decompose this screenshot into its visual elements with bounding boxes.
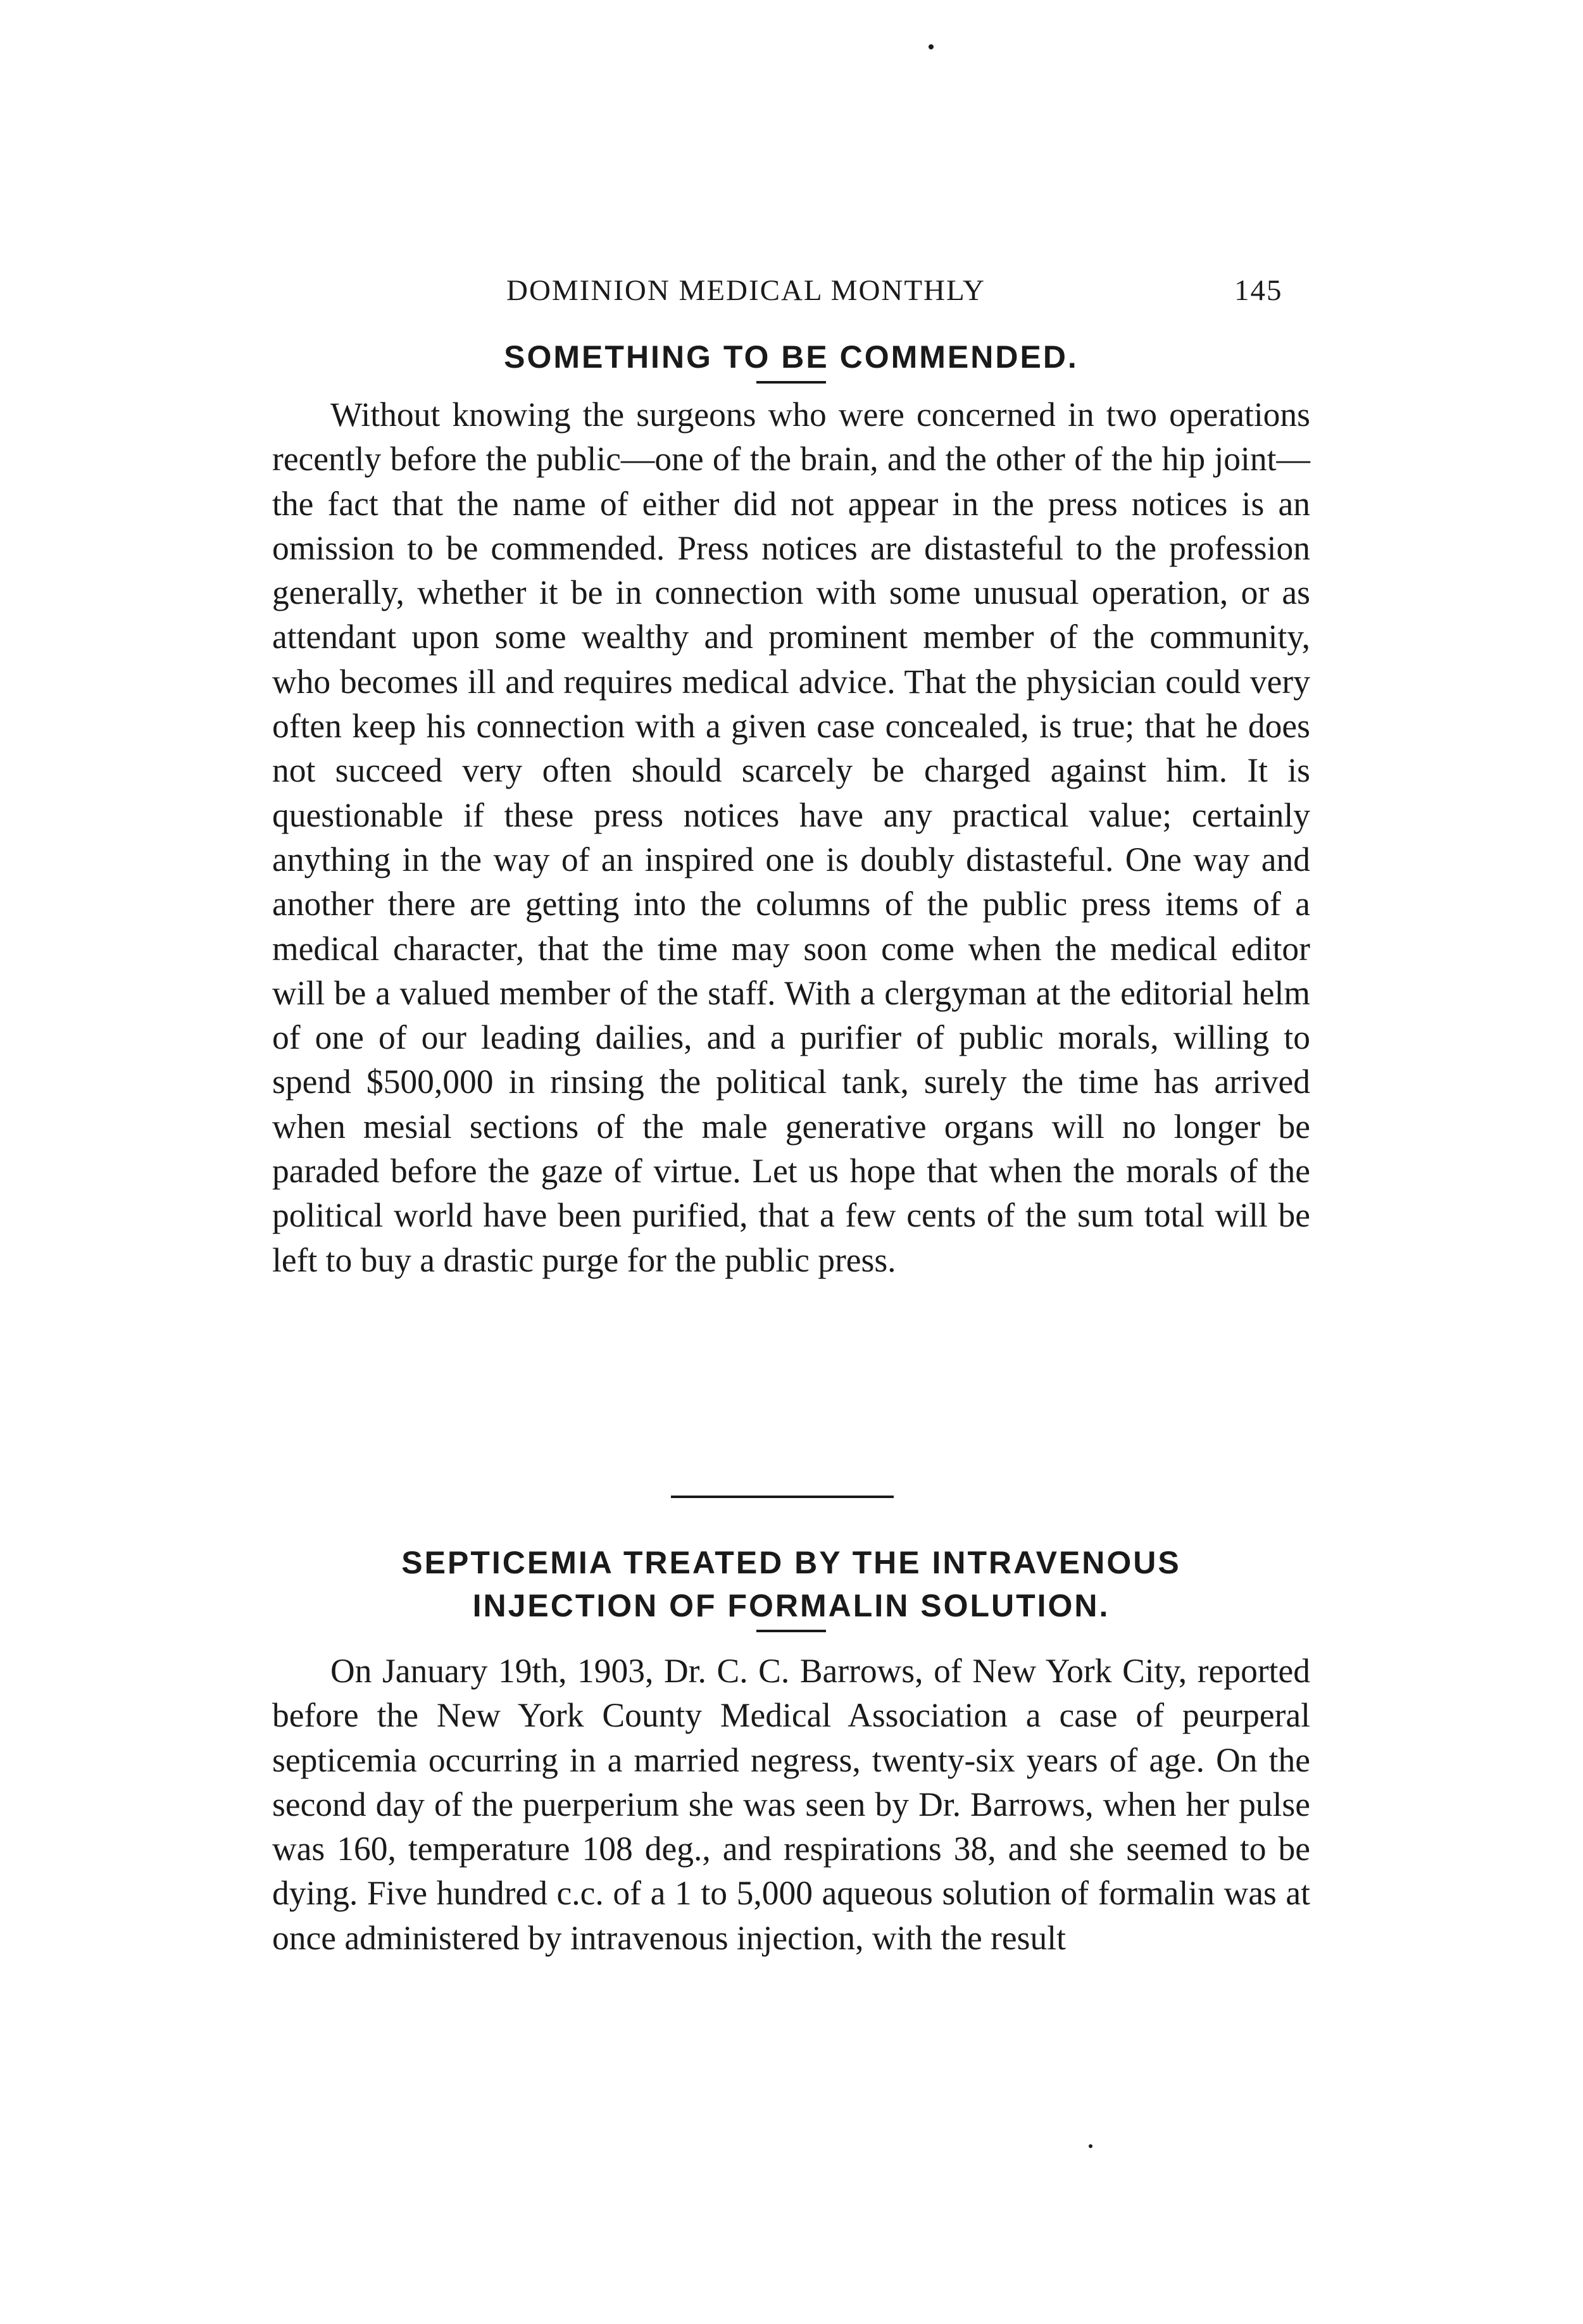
article-something-to-be-commended bbox=[272, 335, 1310, 1282]
article-body: On January 19th, 1903, Dr. C. C. Barrows, of New York City, reported before the New York County Medical Association a case of peurperal septicemia occurring in a married negress, twenty-six years of age. On the second day of the puerperium she was seen by Dr. Barrows, when her pulse was 160, temperature 108 deg., and respirations 38, and she seemed to be dying. Five hundred c.c. of a 1 to 5,000 aqueous solution of formalin was at once administered by intravenous injection, with the result bbox=[272, 1652, 1310, 1957]
article-title-line-2: INJECTION OF FORMALIN SOLUTION. bbox=[472, 1588, 1110, 1623]
section-divider bbox=[671, 1496, 894, 1498]
article-septicemia bbox=[272, 1541, 1310, 1960]
page-number: 145 bbox=[1234, 274, 1283, 307]
title-underline bbox=[756, 381, 826, 384]
print-speck bbox=[929, 44, 934, 49]
running-head bbox=[0, 273, 1583, 311]
article-body: Without knowing the surgeons who were concerned in two operations recently before the public—one of the brain, and the other of the hip joint—the fact that the name of either did not appear in the press notices is an omission to be commended. Press notices are distasteful to the profession generally, whether it be in connection with some unusual operation, or as attendant upon some wealthy and prominent member of the community, who becomes ill and requires medical advice. That the physician could very often keep his connection with a given case concealed, is true; that he does not succeed very often should scarcely be charged against him. It is questionable if these press notices have any practical value; certainly anything in the way of an inspired one is doubly distasteful. One way and another there are getting into the columns of the public press items of a medical character, that the time may soon come when the medical editor will be a valued member of the staff. With a clergyman at the editorial helm of one of our leading dailies, and a purifier of public morals, willing to spend $500,000 in rinsing the political tank, surely the time has arrived when mesial sections of the male generative organs will no longer be paraded before the gaze of virtue. Let us hope that when the morals of the political world have been purified, that a few cents of the sum total will be left to buy a drastic purge for the public press. bbox=[272, 396, 1310, 1279]
print-speck bbox=[1089, 2144, 1092, 2148]
journal-title: DOMINION MEDICAL MONTHLY bbox=[506, 274, 985, 307]
article-title bbox=[272, 1541, 1310, 1627]
title-underline bbox=[756, 1630, 826, 1632]
article-title: SOMETHING TO BE COMMENDED. bbox=[504, 339, 1079, 375]
article-title-line-1: SEPTICEMIA TREATED BY THE INTRAVENOUS bbox=[401, 1545, 1181, 1580]
